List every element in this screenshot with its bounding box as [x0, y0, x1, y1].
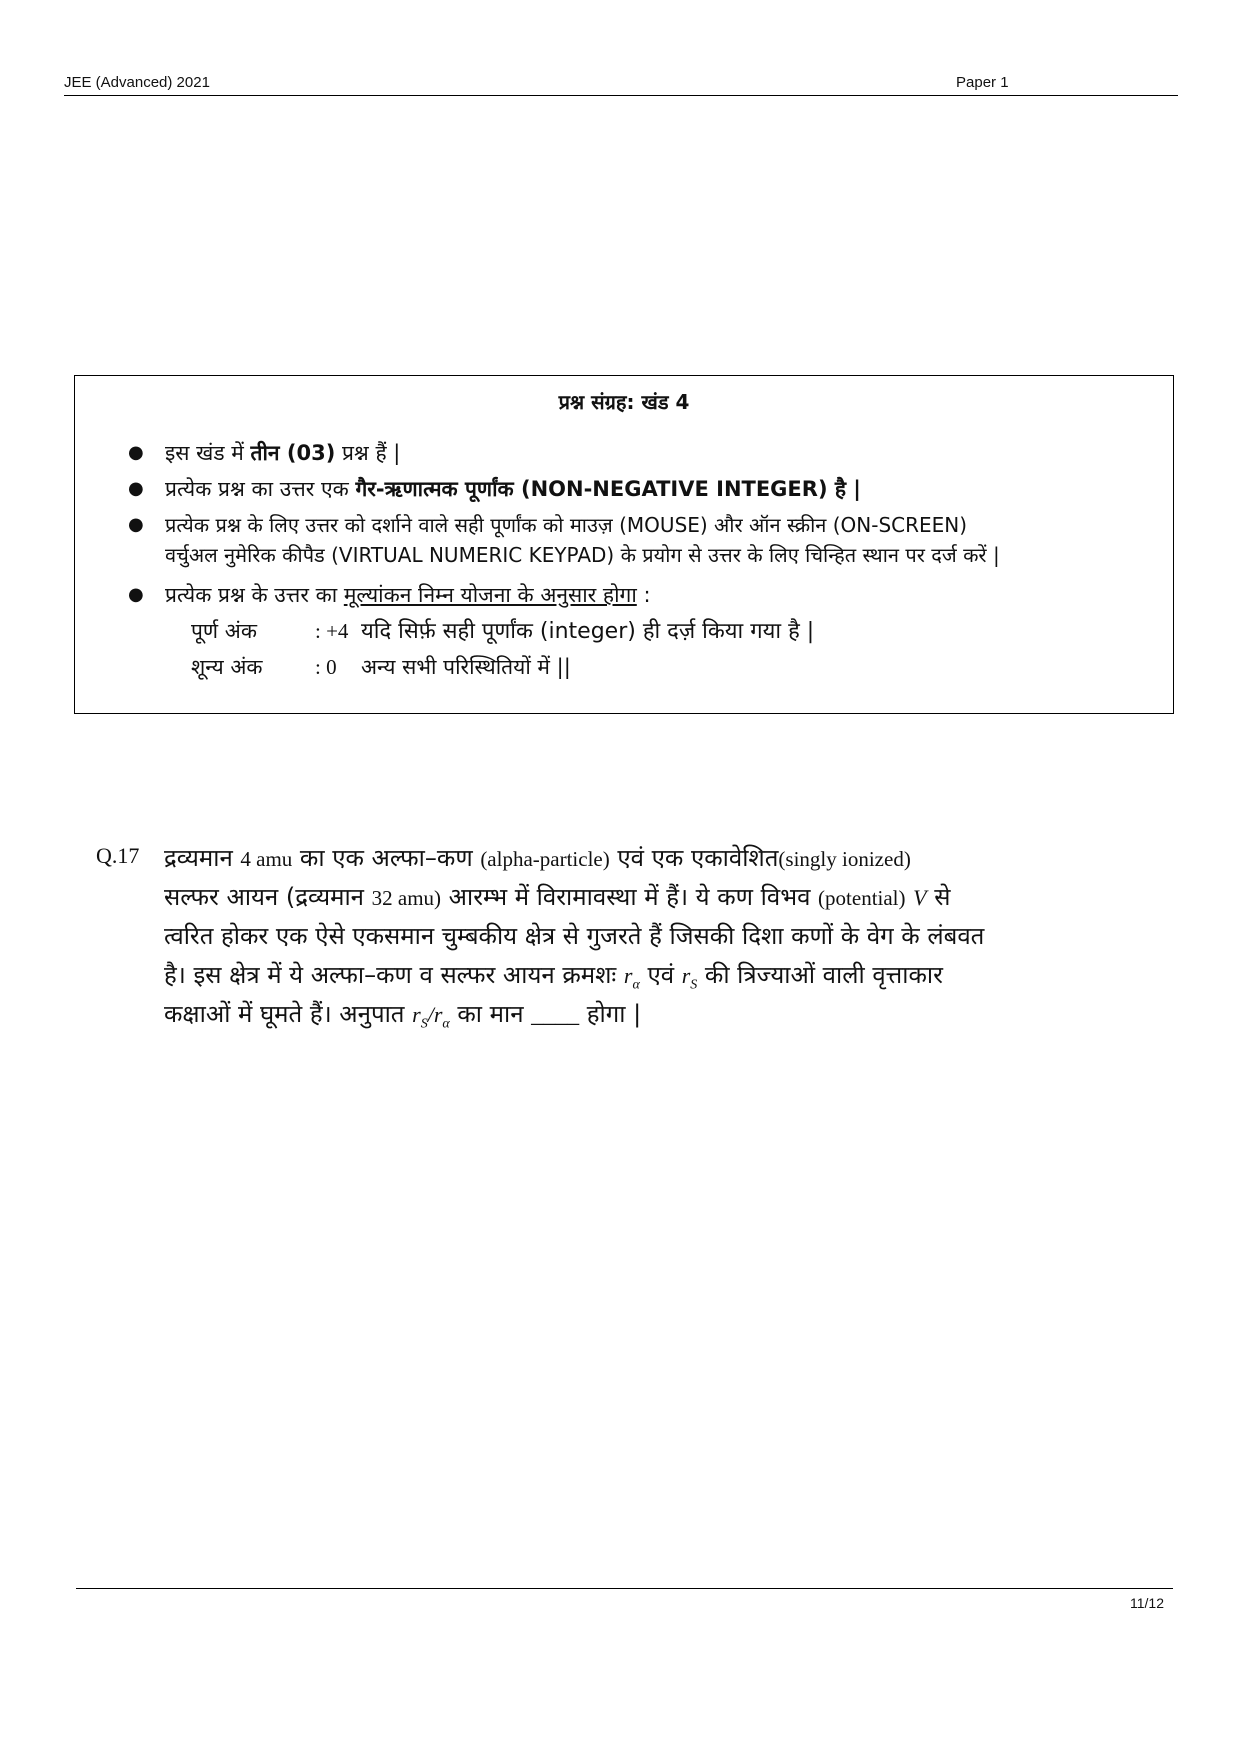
section-instructions-box — [74, 375, 1174, 714]
header-exam-title: JEE (Advanced) 2021 — [64, 74, 210, 91]
footer-rule — [76, 1588, 1173, 1589]
bullet-dot: ● — [128, 584, 144, 605]
radius-alpha-symbol: $r_\alpha$ — [623, 963, 640, 993]
question-line-3: त्वरित होकर एक ऐसे एकसमान चुम्बकीय क्षेत्र से गुजरते हैं जिसकी दिशा कणों के वेग के लंबवत — [164, 922, 985, 950]
marks-row-full: पूर्ण अंक : +4 यदि सिर्फ़ सही पूर्णांक (integer) ही दर्ज़ किया गया है | — [191, 619, 815, 644]
question-number: Q.17 — [96, 843, 140, 868]
question-line-1: द्रव्यमान 4 amu का एक अल्फा–कण (alpha-particle) एवं एक एकावेशित(singly ionized) — [164, 844, 911, 872]
radius-sulfur-symbol: $r_S$ — [681, 963, 698, 993]
bullet-dot: ● — [128, 478, 144, 499]
header-rule — [64, 95, 1178, 96]
question-line-2: सल्फर आयन (द्रव्यमान 32 amu) आरम्भ में विरामावस्था में हैं। ये कण विभव (potential) V से — [164, 883, 951, 911]
bullet-entry-method: ● प्रत्येक प्रश्न के लिए उत्तर को दर्शाने वाले सही पूर्णांक को माउज़ (MOUSE) और ऑन स्क्रीन (ON-SCREEN) वर्चुअल नुमेरिक कीपैड (VIRTUAL NUMERIC KEYPAD) के प्रयोग से उत्तर के लिए चिन्हित स्थान पर दर्ज करें | — [165, 510, 1000, 570]
bullet-dot: ● — [128, 514, 144, 535]
question-line-4: है। इस क्षेत्र में ये अल्फा–कण व सल्फर आयन क्रमशः $r_\alpha$ एवं $r_S$ की त्रिज्याओं वाली वृत्ताकार — [164, 961, 943, 993]
answer-blank: ____ — [531, 1002, 580, 1028]
bullet-dot: ● — [128, 442, 144, 463]
header-paper-label: Paper 1 — [956, 74, 1009, 91]
bullet-answer-type: ● प्रत्येक प्रश्न का उत्तर एक गैर-ऋणात्मक पूर्णांक (NON-NEGATIVE INTEGER) है | — [165, 474, 861, 504]
bullet-question-count: ● इस खंड में तीन (03) प्रश्न हैं | — [165, 438, 400, 468]
ratio-expression: $r_S/r_\alpha$ — [412, 1002, 450, 1032]
potential-symbol: V — [913, 885, 927, 910]
section-title: प्रश्न संग्रह: खंड 4 — [558, 390, 690, 414]
question-line-5: कक्षाओं में घूमते हैं। अनुपात $r_S/r_\alpha$ का मान ____ होगा | — [164, 1000, 642, 1032]
marks-row-zero: शून्य अंक : 0 अन्य सभी परिस्थितियों में || — [191, 655, 571, 679]
page-number: 11/12 — [1130, 1595, 1164, 1611]
bullet-marking-scheme: ● प्रत्येक प्रश्न के उत्तर का मूल्यांकन निम्न योजना के अनुसार होगा : — [165, 580, 651, 610]
